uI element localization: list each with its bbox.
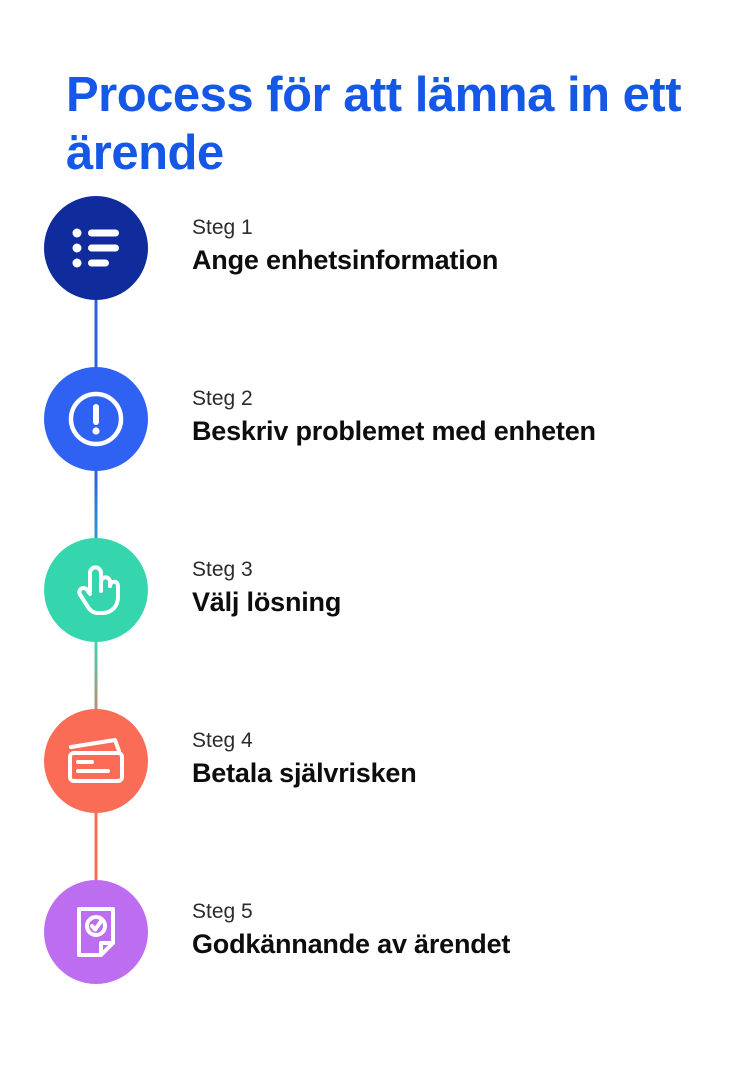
step-icon-circle — [44, 709, 148, 813]
step-marker — [0, 367, 192, 471]
process-step-list — [0, 196, 750, 1051]
step-label: Steg 3 — [192, 558, 253, 581]
step-text-block — [192, 196, 528, 278]
process-step — [0, 538, 750, 709]
step-label: Steg 5 — [192, 900, 253, 923]
page-title: Process för att lämna in ett ärende — [66, 67, 682, 180]
step-marker — [0, 538, 192, 642]
step-title: Betala självrisken — [192, 758, 417, 789]
step-title: Godkännande av ärendet — [192, 929, 511, 960]
credit-card-icon — [65, 737, 127, 785]
step-title: Beskriv problemet med enheten — [192, 416, 596, 447]
process-step — [0, 880, 750, 1051]
pointing-hand-icon — [71, 561, 121, 619]
step-icon-circle — [44, 367, 148, 471]
step-title: Välj lösning — [192, 587, 342, 618]
step-marker — [0, 196, 192, 300]
step-marker — [0, 880, 192, 984]
step-icon-circle — [44, 880, 148, 984]
step-title: Ange enhetsinformation — [192, 245, 499, 276]
document-check-icon — [71, 903, 121, 961]
step-label: Steg 1 — [192, 216, 253, 239]
process-step — [0, 367, 750, 538]
process-step — [0, 196, 750, 367]
step-icon-circle — [44, 538, 148, 642]
step-text-block — [192, 709, 447, 791]
process-step — [0, 709, 750, 880]
step-label: Steg 4 — [192, 729, 253, 752]
exclamation-circle-icon — [67, 390, 125, 448]
step-text-block — [192, 367, 626, 449]
list-checklist-icon — [68, 224, 124, 272]
step-label: Steg 2 — [192, 387, 253, 410]
step-icon-circle — [44, 196, 148, 300]
step-text-block — [192, 880, 540, 962]
step-text-block — [192, 538, 371, 620]
step-marker — [0, 709, 192, 813]
